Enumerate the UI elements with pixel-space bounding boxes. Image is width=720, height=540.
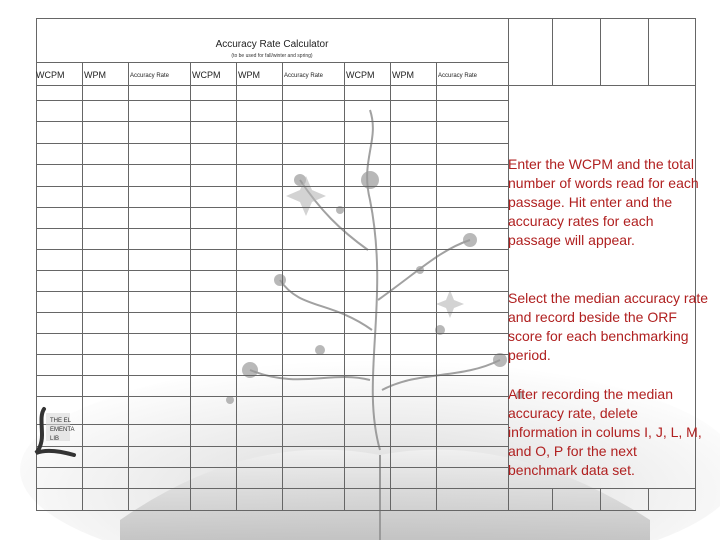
logo-line-1: THE EL: [50, 418, 72, 424]
sheet-subtitle: (to be used for fall/winter and spring): [231, 53, 313, 59]
header-accuracy-rate-3[interactable]: Accuracy Rate: [438, 73, 478, 79]
logo-line-3: LIB: [50, 436, 60, 442]
instruction-note-median: Select the median accuracy rate and record beside the ORF score for each benchmarking period.: [508, 290, 708, 363]
header-accuracy-rate-1[interactable]: Accuracy Rate: [130, 73, 170, 79]
sheet-title: Accuracy Rate Calculator: [215, 39, 329, 50]
instruction-note-enter: Enter the WCPM and the total number of words read for each passage. Hit enter and the accuracy rates for each passage will appear.: [508, 156, 699, 248]
header-wcpm-3[interactable]: WCPM: [346, 70, 375, 80]
header-wpm-3[interactable]: WPM: [392, 70, 414, 80]
header-wpm-1[interactable]: WPM: [84, 70, 106, 80]
instruction-note-delete: After recording the median accuracy rate, delete information in colums I, J, L, M, and O, P for the next benchmark data set.: [508, 386, 702, 478]
header-wpm-2[interactable]: WPM: [238, 70, 260, 80]
header-wcpm-1[interactable]: WCPM: [36, 70, 65, 80]
header-wcpm-2[interactable]: WCPM: [192, 70, 221, 80]
logo-line-2: EMENTA: [50, 427, 75, 433]
header-accuracy-rate-2[interactable]: Accuracy Rate: [284, 73, 324, 79]
